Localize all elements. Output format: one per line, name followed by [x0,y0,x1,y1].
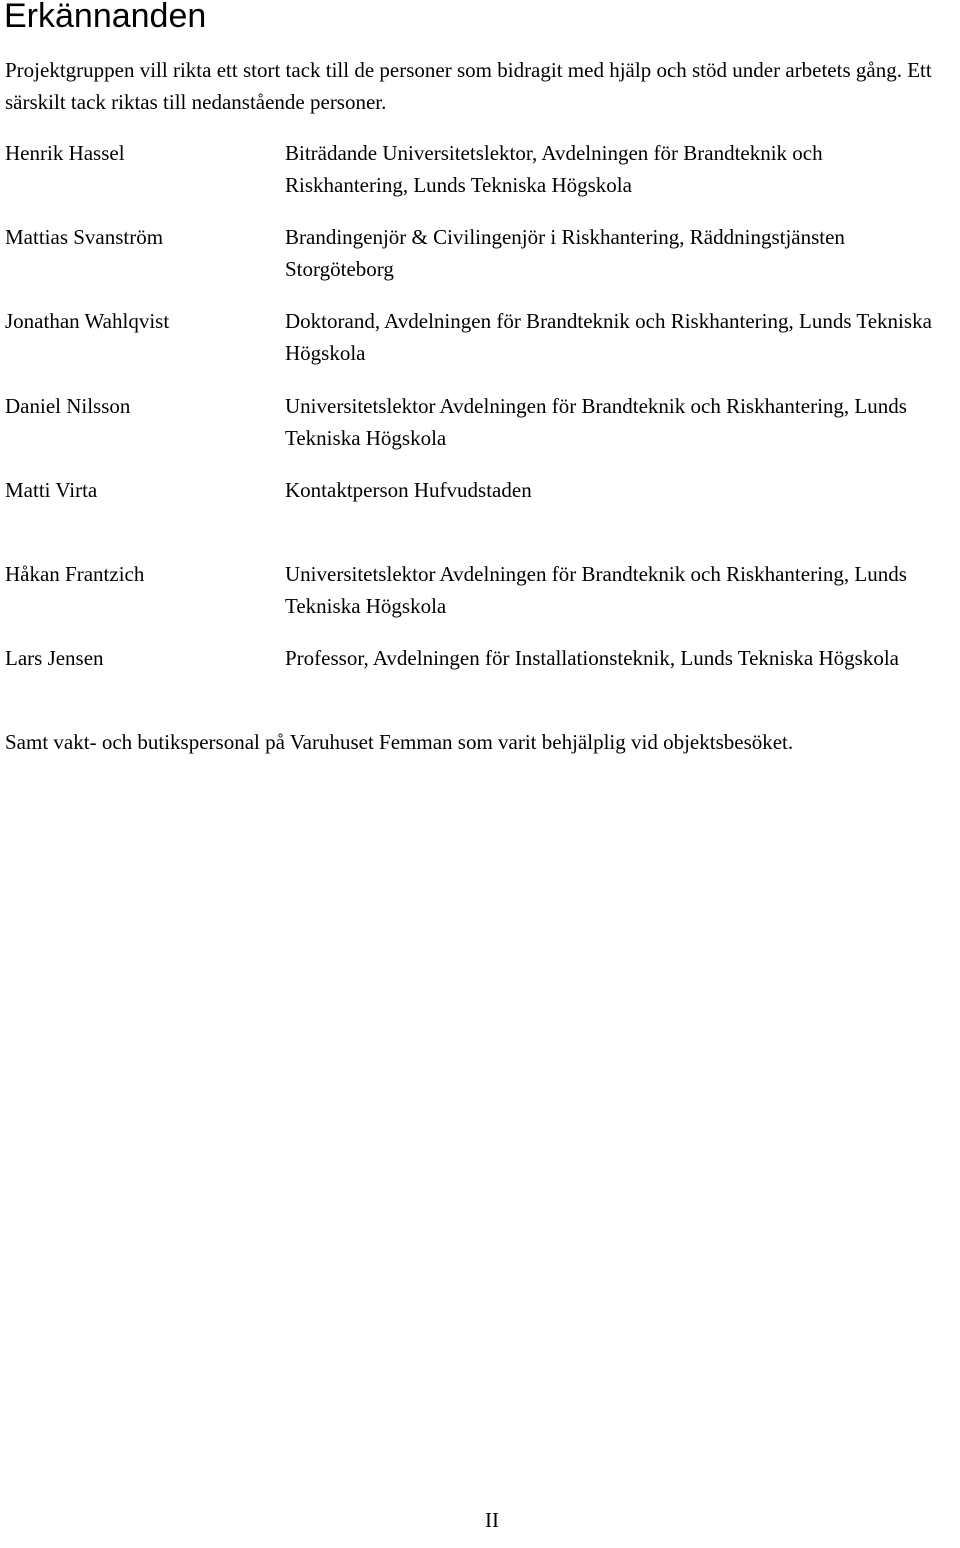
person-role: Biträdande Universitetslektor, Avdelningen för Brandteknik och Riskhantering, Lunds Tekniska Högskola [285,141,823,197]
intro-paragraph: Projektgruppen vill rikta ett stort tack till de personer som bidragit med hjälp och stöd under arbetets gång. Ett särskilt tack riktas till nedanstående personer. [5,58,932,114]
person-role: Universitetslektor Avdelningen för Brandteknik och Riskhantering, Lunds Tekniska Högskola [285,562,907,618]
person-name: Håkan Frantzich [5,562,145,586]
person-role: Doktorand, Avdelningen för Brandteknik och Riskhantering, Lunds Tekniska Högskola [285,309,932,365]
person-role: Professor, Avdelningen för Installationsteknik, Lunds Tekniska Högskola [285,646,899,670]
person-role: Kontaktperson Hufvudstaden [285,478,532,502]
closing-paragraph: Samt vakt- och butikspersonal på Varuhuset Femman som varit behjälplig vid objektsbesöket. [5,730,794,754]
person-name: Matti Virta [5,478,98,502]
person-name: Jonathan Wahlqvist [5,309,170,333]
person-role: Universitetslektor Avdelningen för Brandteknik och Riskhantering, Lunds Tekniska Högskola [285,394,907,450]
person-role: Brandingenjör & Civilingenjör i Riskhantering, Räddningstjänsten Storgöteborg [285,225,845,281]
person-name: Henrik Hassel [5,141,125,165]
page-title: Erkännanden [4,0,207,35]
person-name: Mattias Svanström [5,225,164,249]
person-name: Daniel Nilsson [5,394,131,418]
page-number: II [485,1508,499,1532]
person-name: Lars Jensen [5,646,104,670]
